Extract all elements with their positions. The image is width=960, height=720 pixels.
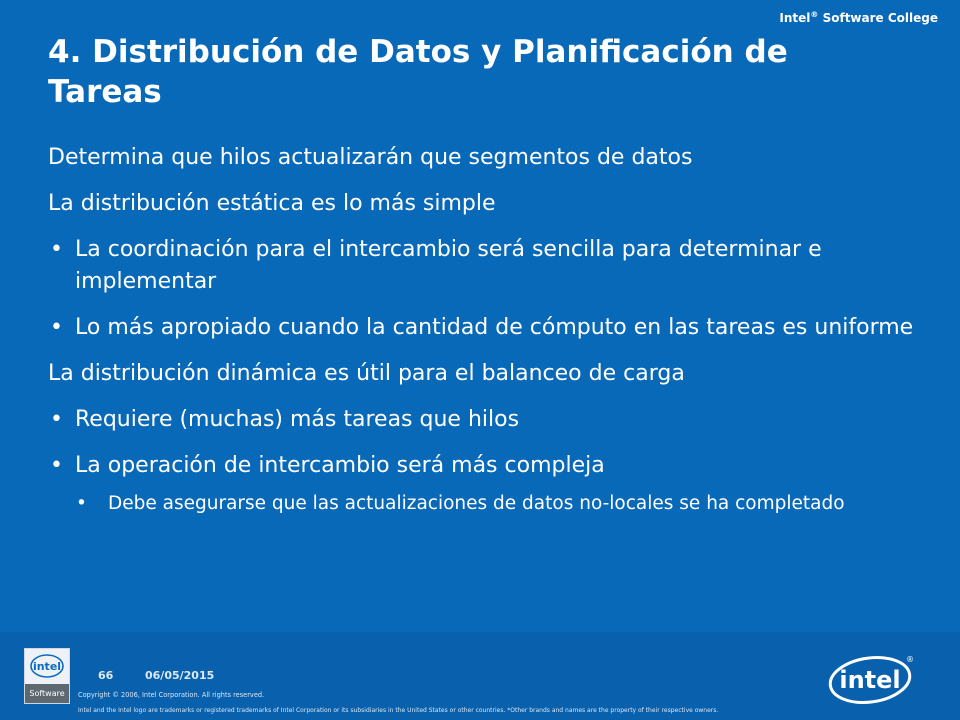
intel-software-badge — [24, 648, 70, 704]
bullet-item: • La coordinación para el intercambio será sencilla para determinar e implementar — [48, 234, 928, 298]
logo-registered-mark: ® — [906, 655, 914, 664]
slide-body — [48, 142, 928, 518]
slide-title: 4. Distribución de Datos y Planificación de Tareas — [48, 34, 788, 110]
paragraph: La distribución estática es lo más simple — [48, 191, 496, 216]
sub-bullet-item: • Debe asegurarse que las actualizaciones de datos no-locales se ha completado — [48, 490, 928, 518]
intel-logo-icon — [826, 650, 916, 708]
slide-date: 06/05/2015 — [145, 669, 215, 682]
brand-name: Intel — [779, 11, 811, 25]
badge-logo-area — [25, 649, 69, 684]
copyright-text: Copyright © 2006, Intel Corporation. All rights reserved. — [78, 691, 265, 699]
badge-label: Software — [25, 684, 69, 703]
page-number: 66 — [98, 669, 114, 682]
bullet-item: • Requiere (muchas) más tareas que hilos — [48, 404, 928, 436]
bullet-item: • Lo más apropiado cuando la cantidad de cómputo en las tareas es uniforme — [48, 312, 928, 344]
badge-logo-text: intel — [32, 660, 62, 673]
legal-text: Intel and the Intel logo are trademarks or registered trademarks of Intel Corporation or its subsidiaries in the United States or other countries. *Other brands and names are the property of their respective owners. — [78, 707, 719, 714]
paragraph: Determina que hilos actualizarán que segmentos de datos — [48, 145, 693, 170]
brand-registered-mark: ® — [810, 10, 819, 19]
brand-suffix: Software College — [818, 11, 938, 25]
bullet-item: • La operación de intercambio será más compleja — [48, 450, 928, 482]
logo-text: intel — [839, 666, 901, 694]
header-brand — [779, 10, 938, 25]
paragraph: La distribución dinámica es útil para el balanceo de carga — [48, 361, 685, 386]
badge-intel-logo-icon — [25, 649, 69, 684]
